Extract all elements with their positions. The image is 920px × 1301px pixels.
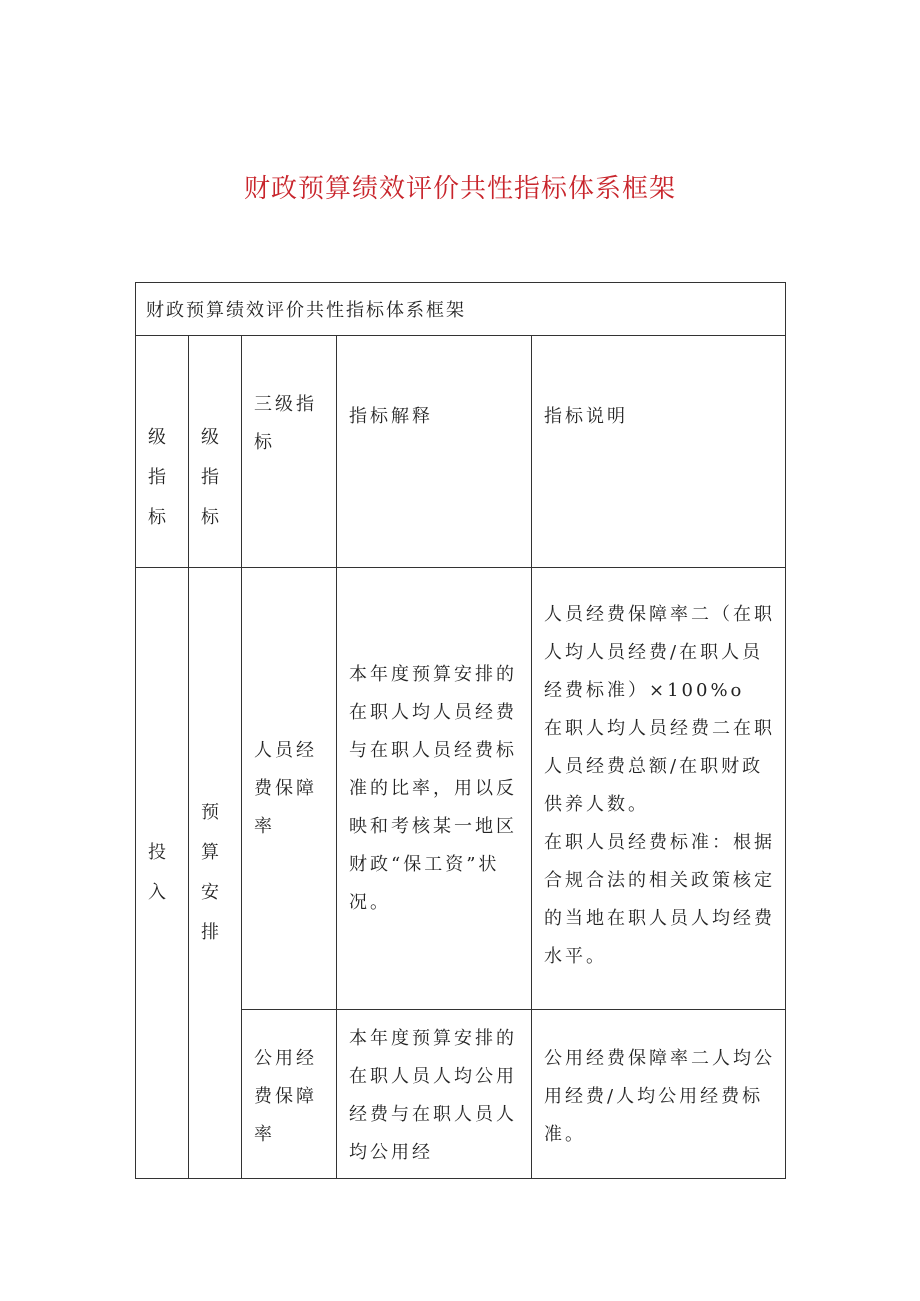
level1-cell (136, 568, 189, 1179)
header-level1-char: 标 (148, 506, 166, 528)
header-level2-char: 级 (201, 426, 219, 448)
description-line: 在职人均人员经费二在职人员经费总额/在职财政供养人数。 (544, 718, 775, 815)
level2-cell (189, 568, 242, 1179)
level3-cell: 公用经费保障率 (242, 1010, 337, 1179)
header-level2 (189, 336, 242, 568)
header-level2-char: 标 (201, 506, 219, 528)
header-level3: 三级指标 (242, 336, 337, 568)
description-line: 在职人员经费标准：根据合规合法的相关政策核定的当地在职人员人均经费水平。 (544, 832, 775, 967)
description-cell (532, 1010, 786, 1179)
explanation-cell: 本年度预算安排的在职人员人均公用经费与在职人员人均公用经 (337, 1010, 532, 1179)
description-cell (532, 568, 786, 1010)
level1-char: 入 (148, 882, 166, 903)
description-line: 人员经费保障率二（在职人均人员经费/在职人员经费标准）×100%o (544, 604, 775, 701)
header-level1 (136, 336, 189, 568)
table-caption-row (136, 283, 786, 336)
table-caption: 财政预算绩效评价共性指标体系框架 (136, 283, 786, 336)
header-level1-char: 指 (148, 466, 166, 488)
table-row (136, 568, 786, 1010)
header-explanation: 指标解释 (337, 336, 532, 568)
table-header-row (136, 336, 786, 568)
level2-char: 预 (201, 802, 219, 823)
indicator-table (135, 282, 786, 1179)
level2-char: 算 (201, 842, 219, 863)
level2-char: 排 (201, 922, 219, 943)
explanation-cell: 本年度预算安排的在职人均人员经费与在职人员经费标准的比率，用以反映和考核某一地区财政“保工资”状况。 (337, 568, 532, 1010)
level1-char: 投 (148, 842, 166, 863)
level3-cell: 人员经费保障率 (242, 568, 337, 1010)
document-title: 财政预算绩效评价共性指标体系框架 (243, 174, 676, 204)
header-level2-char: 指 (201, 466, 219, 488)
header-level1-char: 级 (148, 426, 166, 448)
header-description: 指标说明 (532, 336, 786, 568)
level2-char: 安 (201, 882, 219, 903)
description-line: 公用经费保障率二人均公用经费/人均公用经费标准。 (544, 1048, 775, 1145)
